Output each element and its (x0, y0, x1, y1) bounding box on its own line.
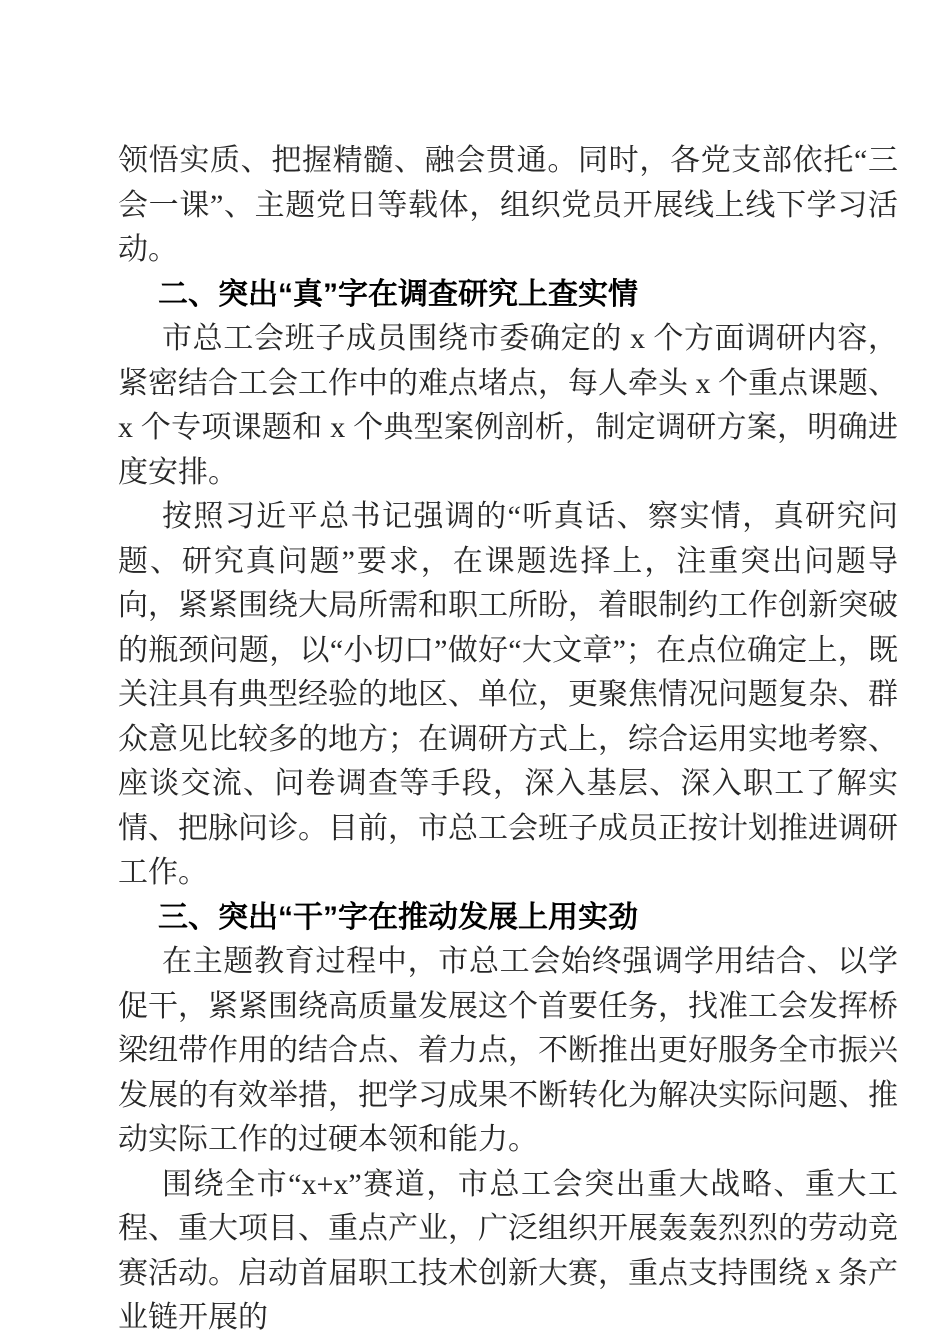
section-heading: 二、突出“真”字在调查研究上查实情 (158, 277, 638, 311)
body-paragraph: 围绕全市“x+x”赛道，市总工会突出重大战略、重大工程、重大项目、重点产业，广泛组织开展轰轰烈烈的劳动竞赛活动。启动首届职工技术创新大赛，重点支持围绕 x 条产业链开展的 (118, 1167, 898, 1334)
body-paragraph: 按照习近平总书记强调的“听真话、察实情，真研究问题、研究真问题”要求，在课题选择上，注重突出问题导向，紧紧围绕大局所需和职工所盼，着眼制约工作创新突破的瓶颈问题，以“小切口”做好“大文章”；在点位确定上，既关注具有典型经验的地区、单位，更聚焦情况问题复杂、群众意见比较多的地方；在调研方式上，综合运用实地考察、座谈交流、问卷调查等手段，深入基层、深入职工了解实情、把脉问诊。目前，市总工会班子成员正按计划推进调研工作。 (118, 500, 898, 889)
document-content (118, 139, 898, 1341)
body-paragraph: 在主题教育过程中，市总工会始终强调学用结合、以学促干，紧紧围绕高质量发展这个首要任务，找准工会发挥桥梁纽带作用的结合点、着力点，不断推出更好服务全市振兴发展的有效举措，把学习成果不断转化为解决实际问题、推动实际工作的过硬本领和能力。 (118, 945, 898, 1156)
section-heading: 三、突出“干”字在推动发展上用实劲 (158, 900, 638, 934)
body-paragraph: 市总工会班子成员围绕市委确定的 x 个方面调研内容，紧密结合工会工作中的难点堵点，每人牵头 x 个重点课题、x 个专项课题和 x 个典型案例剖析，制定调研方案，明确进度安排。 (118, 322, 898, 489)
body-paragraph: 领悟实质、把握精髓、融会贯通。同时，各党支部依托“三会一课”、主题党日等载体，组织党员开展线上线下学习活动。 (118, 144, 898, 266)
